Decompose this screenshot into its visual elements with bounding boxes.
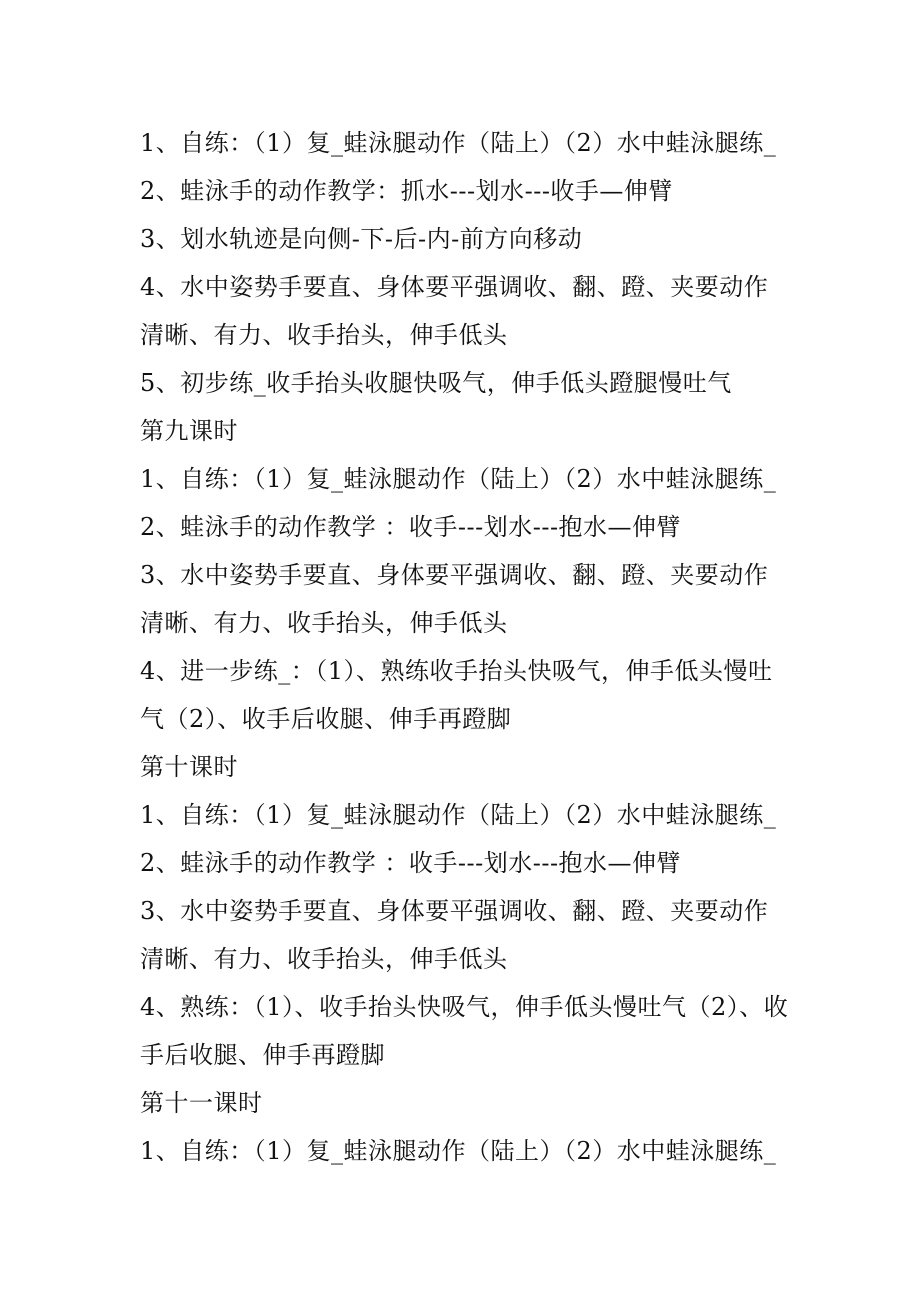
- text-line: 清晰、有力、收手抬头，伸手低头: [140, 945, 508, 973]
- text-line: 1、自练：（1）复_蛙泳腿动作（陆上）（2）水中蛙泳腿练_: [140, 1137, 777, 1165]
- text-line: 4、进一步练_：（1）、熟练收手抬头快吸气，伸手低头慢吐: [140, 657, 773, 685]
- text-line: 2、蛙泳手的动作教学：抓水---划水---收手—伸臂: [140, 177, 673, 205]
- text-line: 4、水中姿势手要直、身体要平强调收、翻、蹬、夹要动作: [140, 273, 769, 301]
- text-line: 3、划水轨迹是向侧-下-后-内-前方向移动: [140, 225, 583, 253]
- text-line: 4、熟练：（1）、收手抬头快吸气，伸手低头慢吐气（2）、收: [140, 993, 789, 1021]
- text-line: 3、水中姿势手要直、身体要平强调收、翻、蹬、夹要动作: [140, 897, 769, 925]
- text-line: 清晰、有力、收手抬头，伸手低头: [140, 321, 508, 349]
- text-line: 1、自练：（1）复_蛙泳腿动作（陆上）（2）水中蛙泳腿练_: [140, 801, 777, 829]
- lesson-heading: 第十一课时: [140, 1089, 263, 1117]
- text-line: 2、蛙泳手的动作教学 ：收手---划水---抱水—伸臂: [140, 849, 682, 877]
- text-line: 清晰、有力、收手抬头，伸手低头: [140, 609, 508, 637]
- text-line: 5、初步练_收手抬头收腿快吸气，伸手低头蹬腿慢吐气: [140, 369, 732, 397]
- text-line: 手后收腿、伸手再蹬脚: [140, 1041, 385, 1069]
- text-line: 3、水中姿势手要直、身体要平强调收、翻、蹬、夹要动作: [140, 561, 769, 589]
- lesson-heading: 第十课时: [140, 753, 238, 781]
- lesson-heading: 第九课时: [140, 417, 238, 445]
- text-line: 1、自练：（1）复_蛙泳腿动作（陆上）（2）水中蛙泳腿练_: [140, 465, 777, 493]
- text-line: 1、自练：（1）复_蛙泳腿动作（陆上）（2）水中蛙泳腿练_: [140, 129, 777, 157]
- text-line: 气（2）、收手后收腿、伸手再蹬脚: [140, 705, 512, 733]
- document-body: [140, 119, 790, 1175]
- text-line: 2、蛙泳手的动作教学 ：收手---划水---抱水—伸臂: [140, 513, 682, 541]
